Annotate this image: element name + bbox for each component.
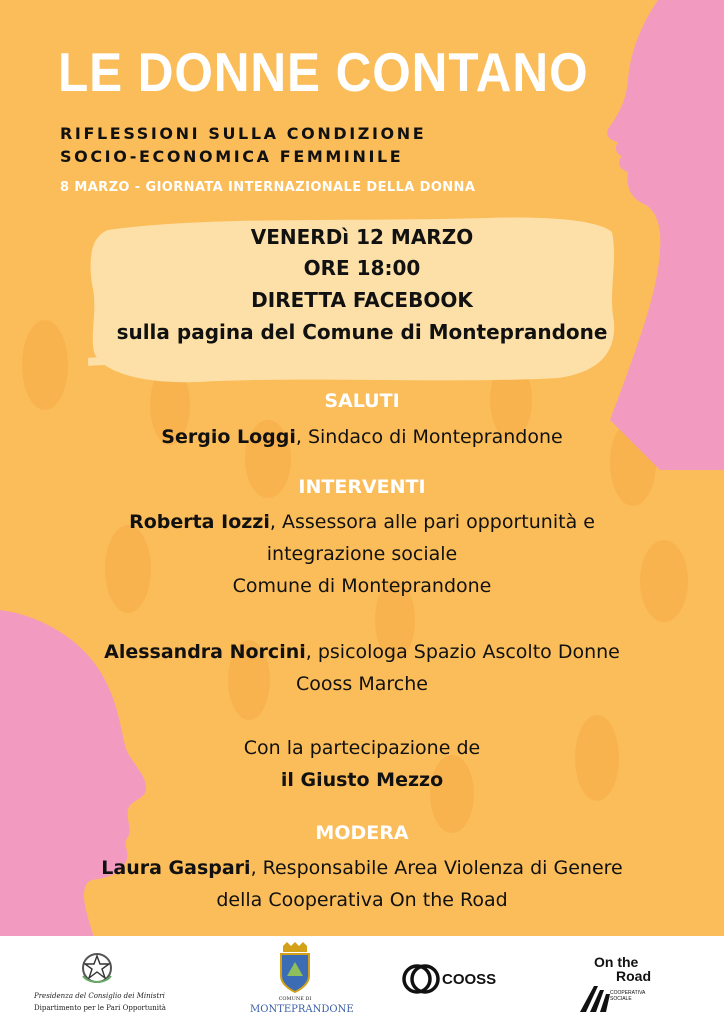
logo-ontheroad-sub: COOPERATIVA SOCIALE (610, 990, 646, 1002)
participant-name: il Giusto Mezzo (280, 769, 444, 791)
speaker-name: Laura Gaspari (101, 857, 251, 879)
speaker-role: , Assessora alle pari opportunità e (269, 511, 595, 533)
interventi-heading: INTERVENTI (298, 476, 426, 498)
speaker-role: , Sindaco di Monteprandone (295, 426, 563, 448)
speaker-name: Alessandra Norcini (104, 641, 306, 663)
event-channel: DIRETTA FACEBOOK (251, 288, 473, 312)
logo-comune-monteprandone (250, 942, 354, 1020)
speaker2-line1 (0, 636, 724, 668)
subtitle-line: RIFLESSIONI SULLA CONDIZIONE (60, 124, 427, 143)
footer-logos (0, 936, 724, 1024)
moderator-line1 (0, 852, 724, 884)
cooss-rings-icon (402, 962, 440, 996)
event-date: VENERDì 12 MARZO (250, 225, 474, 249)
event-page: sulla pagina del Comune di Monteprandone (116, 320, 608, 344)
speaker2-line2: Cooss Marche (296, 673, 428, 695)
speaker1-line1 (0, 506, 724, 538)
poster-title: LE DONNE CONTANO (58, 41, 589, 103)
logo-comune-small: COMUNE DI (278, 996, 312, 1002)
modera-heading: MODERA (315, 822, 409, 844)
italian-emblem-icon (79, 950, 115, 986)
womens-day-line: 8 MARZO - GIORNATA INTERNAZIONALE DELLA DONNA (60, 180, 476, 195)
speaker-name: Roberta Iozzi (129, 511, 270, 533)
speaker1-line3: Comune di Monteprandone (232, 575, 492, 597)
saluti-heading: SALUTI (324, 390, 400, 412)
logo-ontheroad-line1: On the (594, 954, 639, 970)
speaker-name: Sergio Loggi (161, 426, 296, 448)
monteprandone-crest-icon (277, 942, 313, 994)
logo-presidenza-line2: Dipartimento per le Pari Opportunità (34, 1004, 166, 1012)
logo-cooss (402, 960, 502, 1000)
subtitle (60, 122, 426, 168)
participation-line: Con la partecipazione de (243, 737, 481, 759)
speaker-role: , Responsabile Area Violenza di Genere (250, 857, 623, 879)
logo-on-the-road (576, 954, 666, 1016)
speaker1-line2: integrazione sociale (266, 543, 458, 565)
logo-comune-name: MONTEPRANDONE (250, 1004, 354, 1015)
logo-cooss-name: COOSS (442, 971, 497, 988)
saluti-speaker (0, 421, 724, 453)
subtitle-line: SOCIO-ECONOMICA FEMMINILE (60, 147, 404, 166)
speaker-role: , psicologa Spazio Ascolto Donne (305, 641, 620, 663)
event-time: ORE 18:00 (303, 256, 421, 280)
participation-name (0, 764, 724, 796)
logo-ontheroad-line2: Road (616, 968, 651, 984)
logo-presidenza (34, 950, 166, 1016)
logo-presidenza-line1: Presidenza del Consiglio dei Ministri (34, 992, 165, 1000)
moderator-line2: della Cooperativa On the Road (216, 889, 508, 911)
